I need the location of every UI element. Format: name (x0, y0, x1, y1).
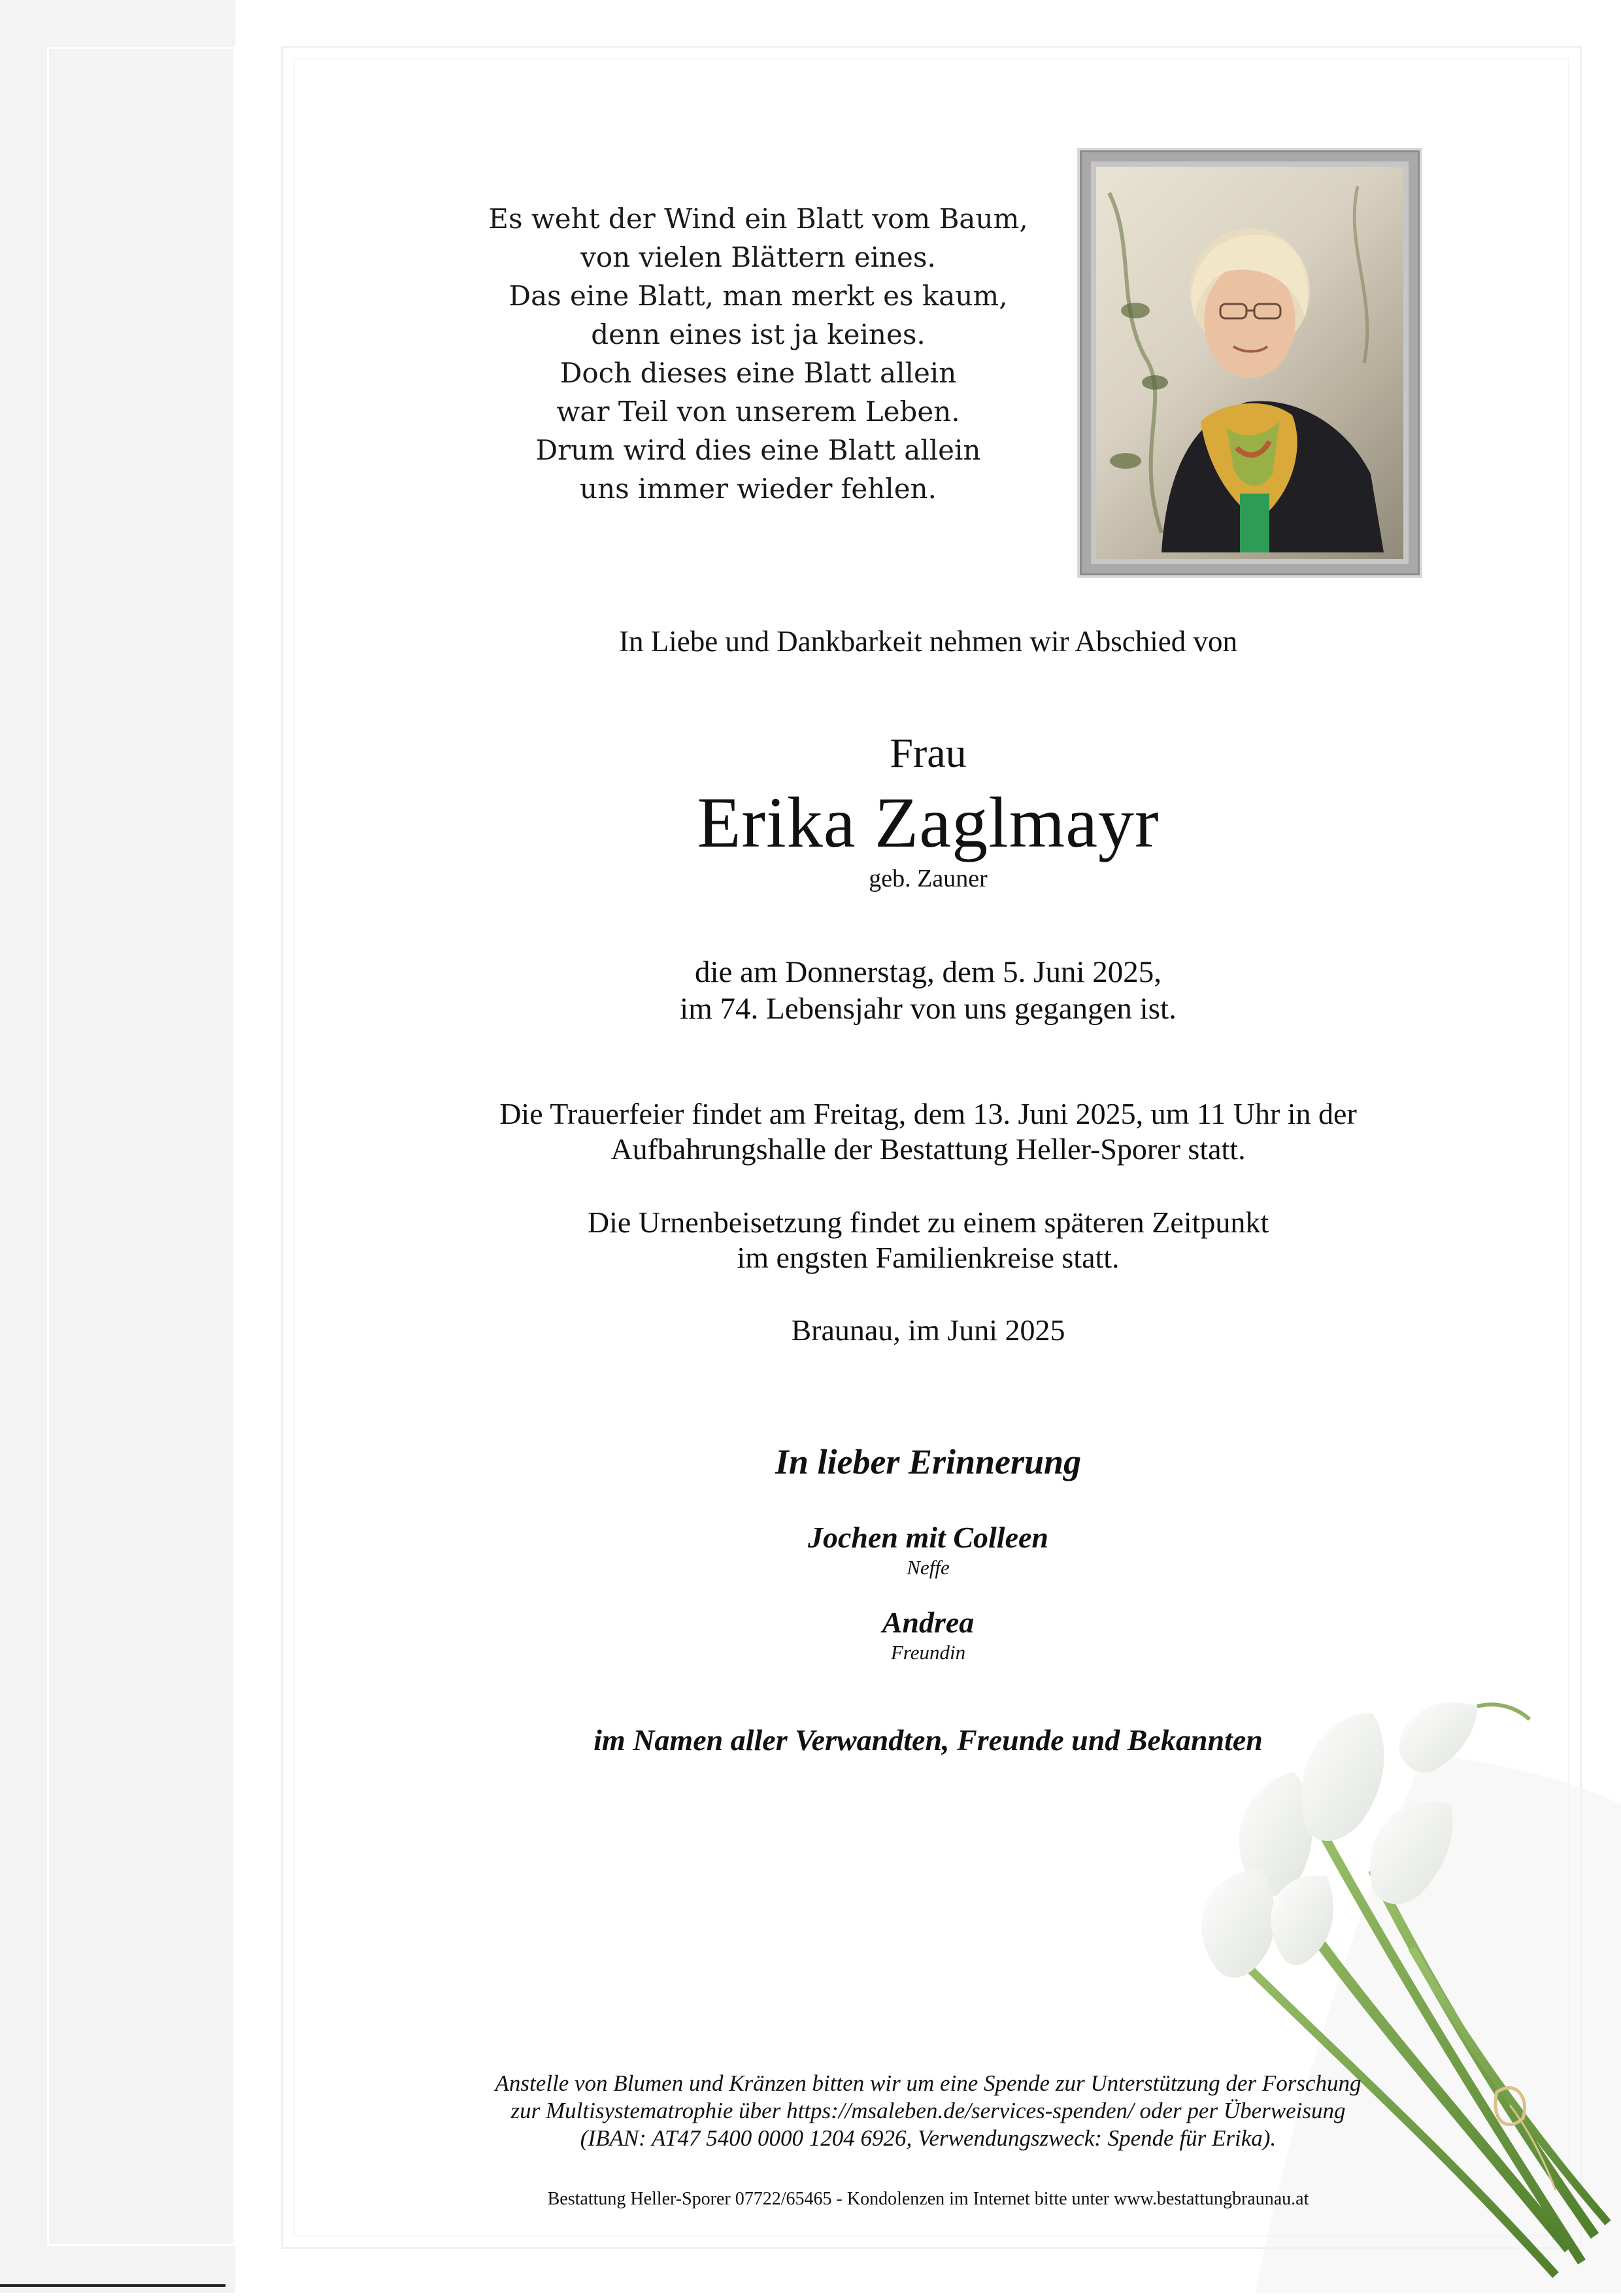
birth-name: geb. Zauner (869, 865, 988, 892)
poem (431, 199, 1085, 508)
footer-contact: Bestattung Heller-Sporer 07722/65465 - Kondolenzen im Internet bitte unter www.bestattungbraunau.at (547, 2189, 1309, 2209)
urn-line: im engsten Familienkreise statt. (737, 1241, 1120, 1274)
portrait-mat (1091, 161, 1409, 564)
left-page-bottom-line (0, 2284, 226, 2287)
donation-line: Anstelle von Blumen und Kränzen bitten wir um eine Spende zur Unterstützung der Forschung (495, 2070, 1362, 2096)
death-line: die am Donnerstag, dem 5. Juni 2025, (694, 955, 1162, 989)
poem-line: war Teil von unserem Leben. (556, 396, 960, 428)
portrait-photo (1096, 167, 1403, 559)
poem-line: Doch dieses eine Blatt allein (560, 357, 957, 389)
closing-line: im Namen aller Verwandten, Freunde und Bekannten (593, 1723, 1263, 1757)
poem-line: uns immer wieder fehlen. (580, 473, 937, 505)
left-page-frame (47, 47, 235, 2246)
poem-line: denn eines ist ja keines. (591, 318, 926, 350)
memory-heading: In lieber Erinnerung (775, 1442, 1082, 1481)
poem-line: Das eine Blatt, man merkt es kaum, (509, 280, 1008, 312)
funeral-line: Aufbahrungshalle der Bestattung Heller-Sporer statt. (610, 1132, 1246, 1166)
intro-text: In Liebe und Dankbarkeit nehmen wir Abschied von (619, 625, 1237, 658)
salutation: Frau (890, 730, 967, 776)
poem-line: Drum wird dies eine Blatt allein (535, 434, 981, 466)
obituary-card (235, 0, 1621, 2293)
place-date: Braunau, im Juni 2025 (791, 1313, 1065, 1347)
deceased-name: Erika Zaglmayr (697, 783, 1160, 862)
poem-line: Es weht der Wind ein Blatt vom Baum, (488, 203, 1028, 235)
portrait-frame (1080, 150, 1420, 575)
death-line: im 74. Lebensjahr von uns gegangen ist. (680, 992, 1177, 1026)
portrait-illustration (1096, 167, 1397, 552)
funeral-line: Die Trauerfeier findet am Freitag, dem 13. Juni 2025, um 11 Uhr in der (499, 1097, 1357, 1130)
donation-notice (235, 2070, 1621, 2152)
left-page-strip (0, 0, 237, 2293)
mourner-relation: Freundin (890, 1641, 966, 1664)
poem-line: von vielen Blättern eines. (580, 241, 936, 273)
mourner-name: Andrea (882, 1606, 975, 1639)
mourner-relation: Neffe (907, 1556, 950, 1579)
mourner-name: Jochen mit Colleen (808, 1521, 1048, 1554)
donation-line: (IBAN: AT47 5400 0000 1204 6926, Verwendungszweck: Spende für Erika). (580, 2125, 1277, 2151)
urn-line: Die Urnenbeisetzung findet zu einem späteren Zeitpunkt (587, 1206, 1269, 1239)
donation-line: zur Multisystematrophie über https://msaleben.de/services-spenden/ oder per Überweisung (510, 2098, 1346, 2123)
